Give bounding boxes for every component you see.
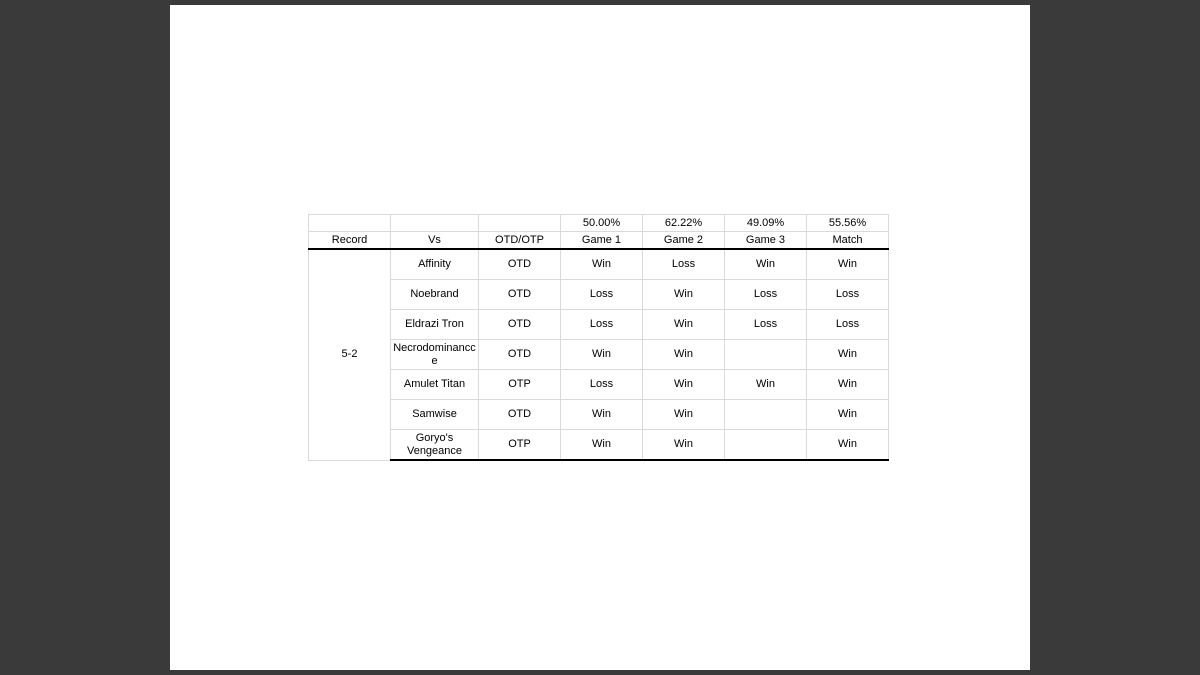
match-cell: Win (807, 430, 889, 461)
play-draw-cell: OTD (479, 280, 561, 310)
game2-cell: Win (643, 310, 725, 340)
opponent-cell: Goryo's Vengeance (391, 430, 479, 461)
game2-cell: Win (643, 430, 725, 461)
game1-win-rate: 50.00% (561, 215, 643, 232)
game3-cell: Loss (725, 280, 807, 310)
opponent-cell: Eldrazi Tron (391, 310, 479, 340)
empty-cell (309, 215, 391, 232)
game2-cell: Win (643, 340, 725, 370)
percentage-row (309, 215, 889, 232)
document-page (170, 5, 1030, 670)
opponent-cell: Amulet Titan (391, 370, 479, 400)
play-draw-cell: OTD (479, 249, 561, 280)
table-row (309, 249, 889, 280)
play-draw-cell: OTD (479, 340, 561, 370)
game1-cell: Win (561, 249, 643, 280)
opponent-cell: Noebrand (391, 280, 479, 310)
play-draw-cell: OTP (479, 430, 561, 461)
game3-cell (725, 400, 807, 430)
game3-win-rate: 49.09% (725, 215, 807, 232)
play-draw-cell: OTD (479, 400, 561, 430)
header-game2: Game 2 (643, 232, 725, 250)
game2-cell: Win (643, 370, 725, 400)
empty-cell (391, 215, 479, 232)
game3-cell: Win (725, 249, 807, 280)
game3-cell: Win (725, 370, 807, 400)
empty-cell (479, 215, 561, 232)
header-row (309, 232, 889, 250)
game3-cell (725, 340, 807, 370)
game1-cell: Win (561, 400, 643, 430)
table-row (309, 400, 889, 430)
opponent-cell: Affinity (391, 249, 479, 280)
game1-cell: Loss (561, 310, 643, 340)
header-match: Match (807, 232, 889, 250)
opponent-cell: Samwise (391, 400, 479, 430)
match-win-rate: 55.56% (807, 215, 889, 232)
match-cell: Loss (807, 280, 889, 310)
header-game1: Game 1 (561, 232, 643, 250)
play-draw-cell: OTD (479, 310, 561, 340)
table-row (309, 370, 889, 400)
header-record: Record (309, 232, 391, 250)
game1-cell: Win (561, 430, 643, 461)
match-cell: Win (807, 340, 889, 370)
header-game3: Game 3 (725, 232, 807, 250)
game3-cell (725, 430, 807, 461)
game1-cell: Loss (561, 280, 643, 310)
game1-cell: Win (561, 340, 643, 370)
table-row (309, 340, 889, 370)
match-cell: Win (807, 249, 889, 280)
header-otd-otp: OTD/OTP (479, 232, 561, 250)
game1-cell: Loss (561, 370, 643, 400)
table-row (309, 310, 889, 340)
record-cell: 5-2 (309, 249, 391, 460)
opponent-cell: Necrodominancce (391, 340, 479, 370)
header-vs: Vs (391, 232, 479, 250)
play-draw-cell: OTP (479, 370, 561, 400)
game2-cell: Loss (643, 249, 725, 280)
match-cell: Win (807, 370, 889, 400)
game2-cell: Win (643, 280, 725, 310)
table-row (309, 430, 889, 461)
match-cell: Loss (807, 310, 889, 340)
game3-cell: Loss (725, 310, 807, 340)
match-cell: Win (807, 400, 889, 430)
game2-cell: Win (643, 400, 725, 430)
match-results-table (308, 214, 889, 461)
game2-win-rate: 62.22% (643, 215, 725, 232)
table-row (309, 280, 889, 310)
